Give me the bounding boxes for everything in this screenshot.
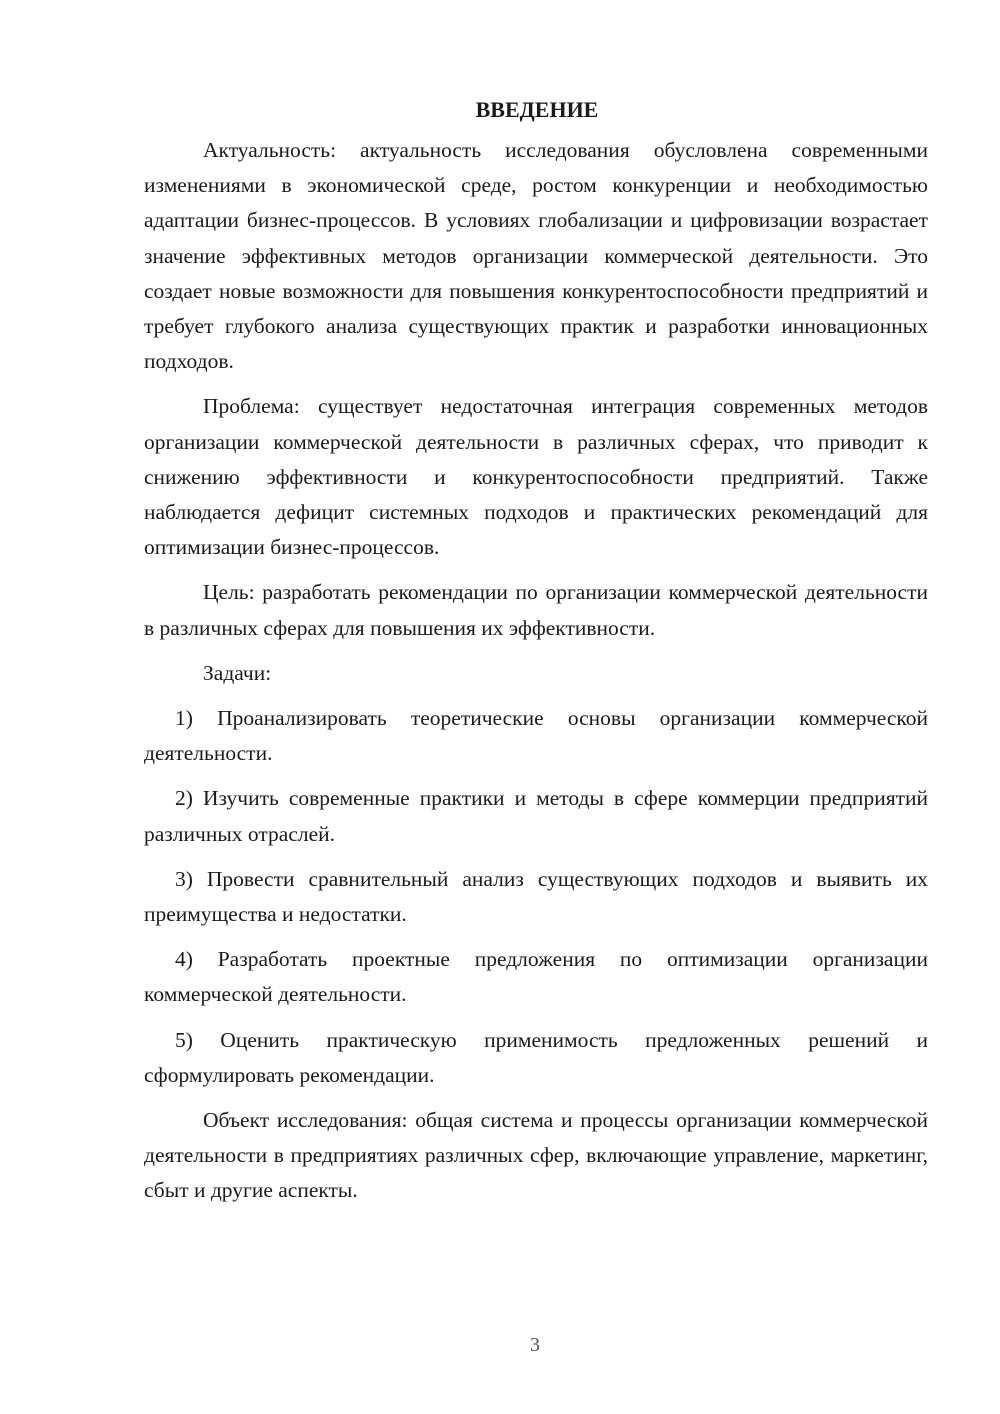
tasks-list — [144, 701, 928, 1093]
page-title: ВВЕДЕНИЕ — [475, 97, 599, 122]
list-item: 4) Разработать проектные предложения по оптимизации организации коммерческой деятельности. — [144, 947, 928, 1007]
paragraph-relevance: Актуальность: актуальность исследования обусловлена современными изменениями в экономической среде, ростом конкуренции и необходимостью адаптации бизнес-процессов. В условиях глобализации и цифровизации возрастает значение эффективных методов организации коммерческой деятельности. Это создает новые возможности для повышения конкурентоспособности предприятий и требует глубокого анализа существующих практик и разработки инновационных подходов. — [144, 138, 928, 374]
list-item: 3) Провести сравнительный анализ существующих подходов и выявить их преимущества и недостатки. — [144, 866, 928, 927]
paragraph-goal: Цель: разработать рекомендации по организации коммерческой деятельности в различных сферах для повышения их эффективности. — [144, 580, 928, 640]
list-item: 1) Проанализировать теоретические основы организации коммерческой деятельности. — [144, 706, 928, 766]
paragraph-problem: Проблема: существует недостаточная интеграция современных методов организации коммерческой деятельности в различных сферах, что приводит к снижению эффективности и конкурентоспособности предприятий. Также наблюдается дефицит системных подходов и практических рекомендаций для оптимизации бизнес-процессов. — [144, 394, 928, 560]
tasks-label: Задачи: — [203, 660, 272, 685]
page-number: 3 — [530, 1334, 540, 1356]
paragraph-object: Объект исследования: общая система и процессы организации коммерческой деятельности в предприятиях различных сфер, включающие управление, маркетинг, сбыт и другие аспекты. — [144, 1108, 928, 1203]
list-item: 5) Оценить практическую применимость предложенных решений и сформулировать рекомендации. — [144, 1027, 928, 1087]
document-page — [144, 92, 928, 1209]
list-item: 2) Изучить современные практики и методы в сфере коммерции предприятий различных отраслей. — [144, 786, 928, 846]
